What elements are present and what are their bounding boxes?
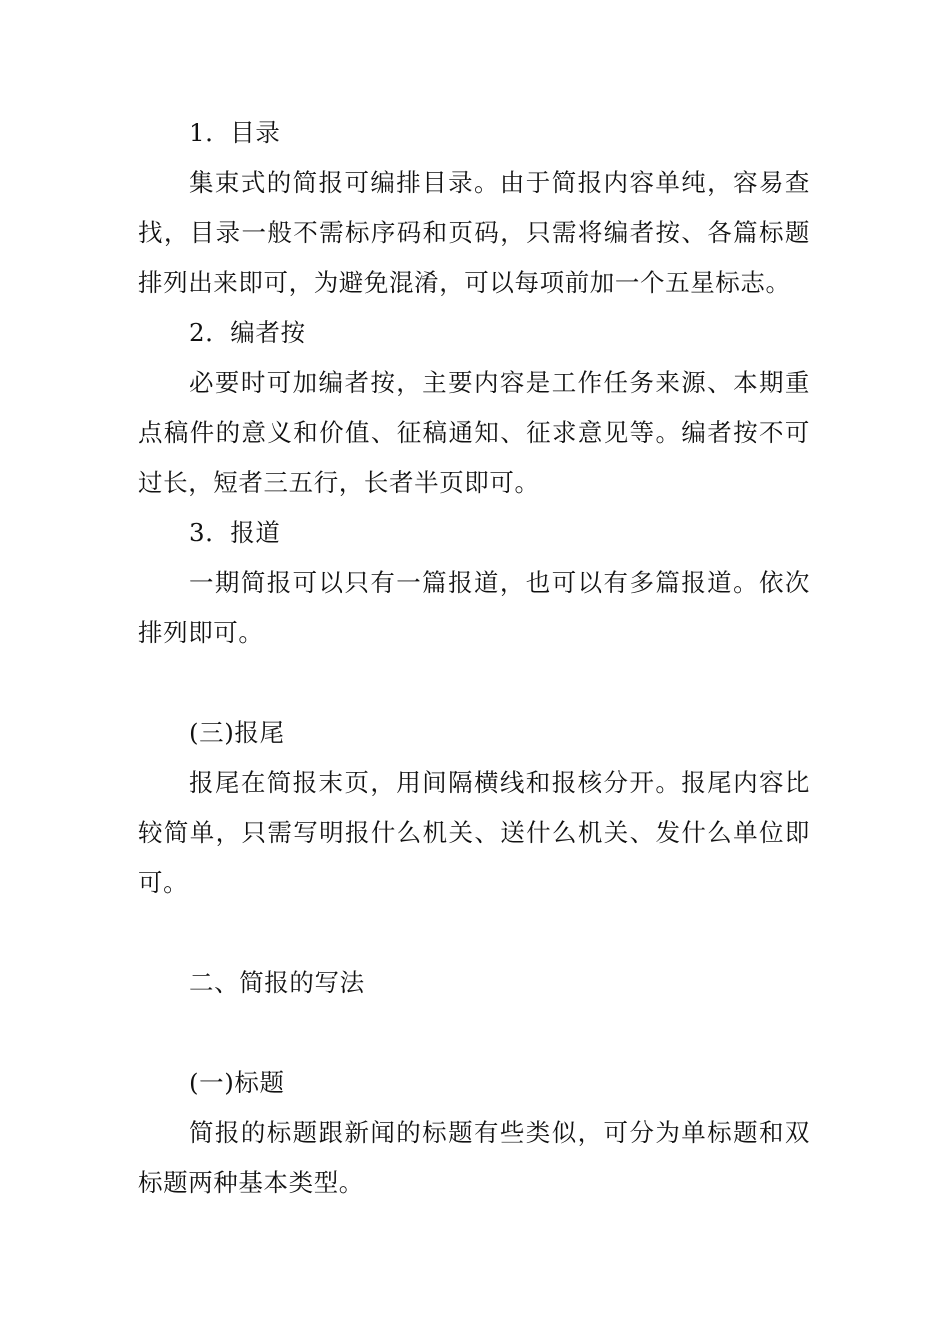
section-heading-footer: (三)报尾: [189, 718, 285, 747]
section-heading-catalog: 1．目录: [189, 118, 281, 147]
chapter-heading-writing: 二、简报的写法: [189, 968, 365, 997]
paragraph-editor-note: 必要时可加编者按，主要内容是工作任务来源、本期重点稿件的意义和价值、征稿通知、征求意见等。编者按不可过长，短者三五行，长者半页即可。: [138, 368, 810, 497]
spacer: [138, 658, 810, 708]
paragraph-footer: 报尾在简报末页，用间隔横线和报核分开。报尾内容比较简单，只需写明报什么机关、送什么机关、发什么单位即可。: [138, 768, 810, 897]
paragraph-report: 一期简报可以只有一篇报道，也可以有多篇报道。依次排列即可。: [138, 568, 810, 647]
spacer: [138, 1008, 810, 1058]
paragraph-title: 简报的标题跟新闻的标题有些类似，可分为单标题和双标题两种基本类型。: [138, 1118, 810, 1197]
document-body: [138, 108, 810, 1208]
section-heading-title: (一)标题: [189, 1068, 285, 1097]
section-heading-editor-note: 2．编者按: [189, 318, 306, 347]
section-heading-report: 3．报道: [189, 518, 281, 547]
spacer: [138, 908, 810, 958]
paragraph-catalog: 集束式的简报可编排目录。由于简报内容单纯，容易查找，目录一般不需标序码和页码，只需将编者按、各篇标题排列出来即可，为避免混淆，可以每项前加一个五星标志。: [138, 168, 810, 297]
